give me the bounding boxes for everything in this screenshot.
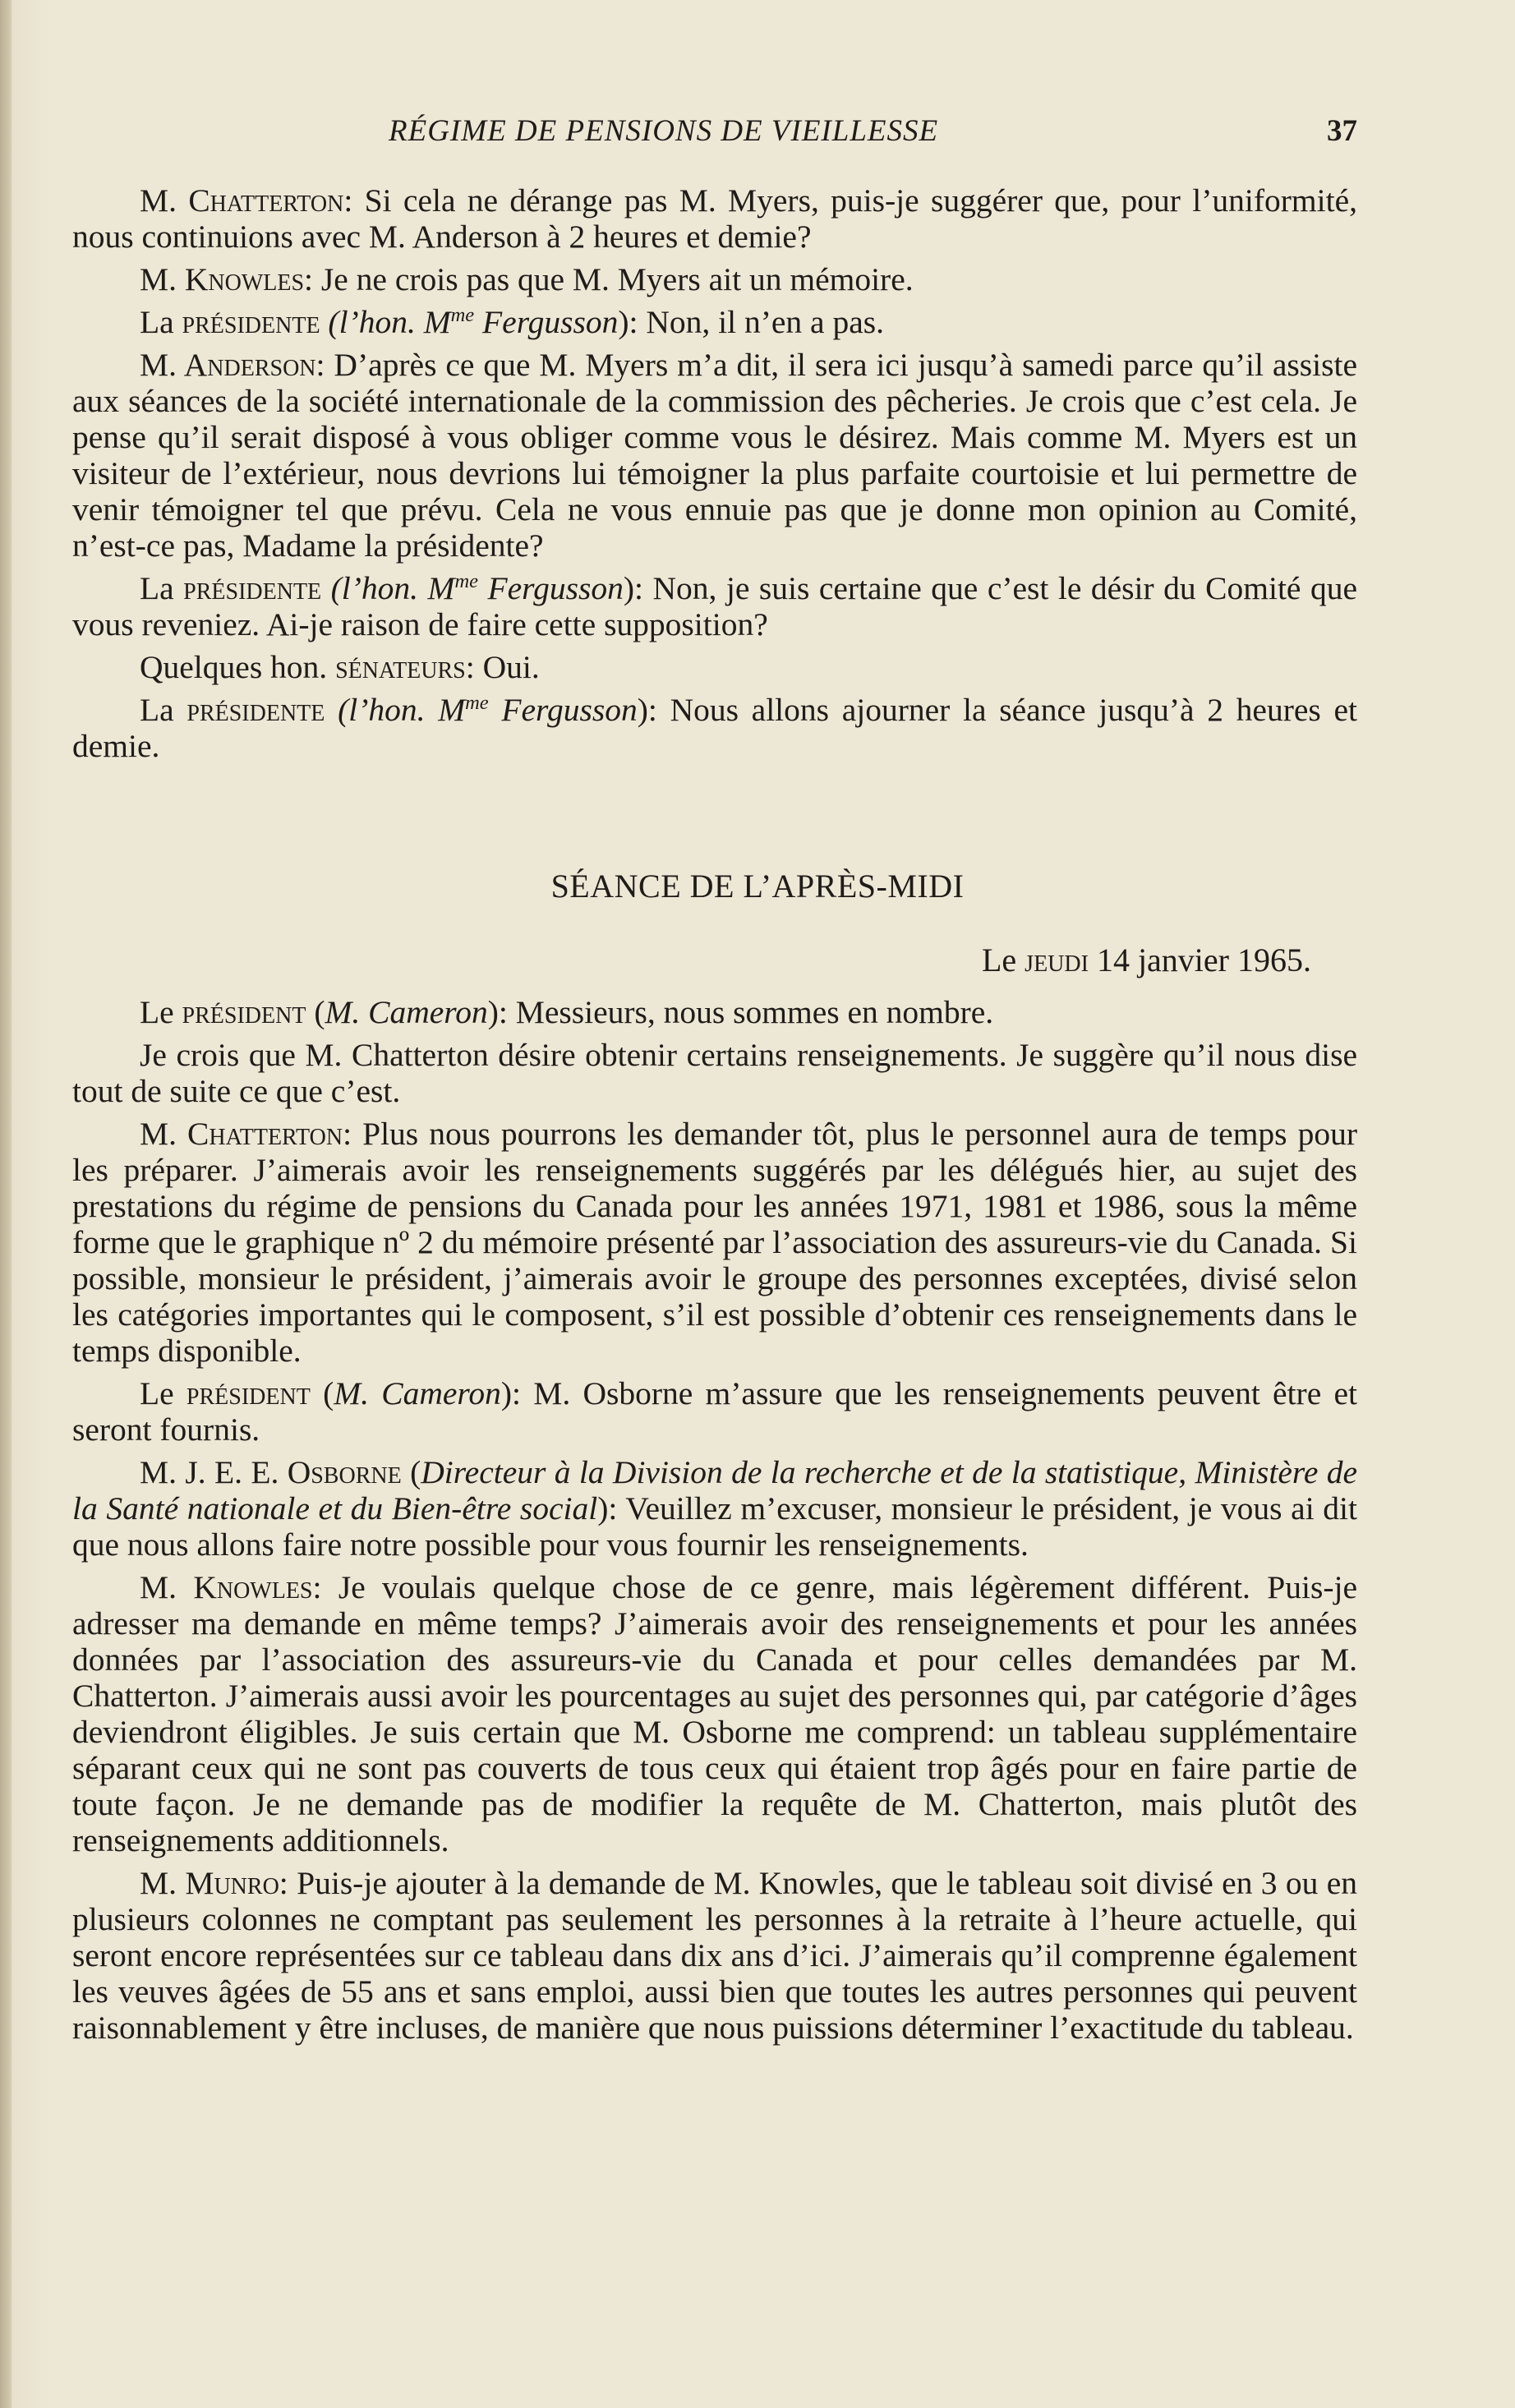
speaker-paren: ( [401,1454,421,1490]
speaker-surname: Fergusson [488,692,638,728]
speech-text: Oui. [474,649,540,685]
speaker-paren-close: ): [618,304,647,340]
paragraph-presidente-2 [72,570,1357,642]
paragraph-senateurs [72,649,1357,685]
speaker-paren: (l’hon. M [320,304,451,340]
speaker-paren: ( [306,994,325,1030]
speaker-article: Le [140,994,182,1030]
afternoon-session-text [72,994,1357,2052]
paragraph-munro [72,1865,1357,2046]
speech-text: Je ne crois pas que M. Myers ait un mémoire. [313,261,914,297]
speaker-role: présidente [183,570,322,606]
speaker-name: M. Chatterton: [140,182,353,219]
speaker-article: La [140,304,182,340]
speech-text: Non, je suis certaine que c’est le désir du Comité que vous reveniez. Ai-je raison de faire cette supposition? [72,570,1357,642]
speaker-article: La [140,692,187,728]
running-title: RÉGIME DE PENSIONS DE VIEILLESSE [389,114,939,148]
speech-text: Si cela ne dérange pas M. Myers, puis-je suggérer que, pour l’uniformité, nous continuions avec M. Anderson à 2 heures et demie? [72,182,1357,255]
speaker-paren: (l’hon. M [321,570,455,606]
paragraph-chatterton-2 [72,1116,1357,1369]
paragraph-anderson-1 [72,347,1357,564]
speaker-paren-close: ): [637,692,670,728]
speaker-article: La [140,570,184,606]
paragraph-president-continued [72,1037,1357,1109]
dateline-le: Le [981,942,1025,978]
paragraph-chatterton-1 [72,182,1357,255]
speaker-role: président [186,1375,311,1411]
paragraph-presidente-1 [72,304,1357,340]
speaker-name: M. Anderson: [140,347,325,383]
speaker-paren-close: ): [500,1375,534,1411]
paragraph-osborne [72,1454,1357,1563]
speaker-role: présidente [186,692,325,728]
speech-text: Plus nous pourrons les demander tôt, plus le personnel aura de temps pour les préparer. J’aimerais avoir les renseignements suggérés par les délégués hier, au sujet des prestations du régime de pensions du Canada pour les années 1971, 1981 et 1986, sous la même forme que le graphique nº 2 du mémoire présenté par l’association des assureurs-vie du Canada. Si possible, monsieur le président, j’aimerais avoir le groupe des personnes exceptées, divisé selon les catégories importantes qui le composent, s’il est possible d’obtenir ces renseignements dans le temps disponible. [72,1116,1358,1369]
speaker-role: président [182,994,306,1030]
speaker-surname: Fergusson [478,570,624,606]
speaker-paren: (l’hon. M [325,692,466,728]
page-number: 37 [1327,114,1357,148]
speech-text: D’après ce que M. Myers m’a dit, il sera ici jusqu’à samedi parce qu’il assiste aux séances de la société internationale de la commission des pêcheries. Je crois que c’est cela. Je pense qu’il serait disposé à vous obliger comme vous le désirez. Mais comme M. Myers est un visiteur de l’extérieur, nous devrions lui témoigner la plus parfaite courtoisie et lui permettre de venir témoigner tel que prévu. Cela ne vous ennuie pas que je donne mon opinion au Comité, n’est-ce pas, Madame la présidente? [72,347,1357,564]
speaker-name: M. J. E. E. Osborne [140,1454,402,1490]
speaker-prefix: Quelques hon. [140,649,336,685]
paragraph-president-2 [72,1375,1357,1448]
paragraph-president-1 [72,994,1357,1030]
superscript: me [450,303,475,326]
paragraph-presidente-3 [72,692,1357,764]
morning-session-text [72,182,1357,771]
speaker-surname: M. Cameron [325,994,488,1030]
speaker-name: M. Chatterton: [140,1116,352,1152]
speaker-role: sénateurs: [335,649,475,685]
page-spine-edge [0,0,12,2408]
speaker-affiliation: Directeur à la Division de la recherche et de la statistique, Ministère de la Santé nationale et du Bien-être social [72,1454,1358,1526]
speaker-name: M. Knowles: [140,1569,322,1605]
speech-text: M. Osborne m’assure que les renseignements peuvent être et seront fournis. [72,1375,1357,1448]
speaker-name: M. Munro: [140,1865,288,1901]
speaker-paren-close: ): [597,1490,626,1526]
speech-text: Veuillez m’excuser, monsieur le président, je vous ai dit que nous allons faire notre possible pour vous fournir les renseignements. [72,1490,1357,1563]
speaker-surname: M. Cameron [334,1375,501,1411]
paragraph-knowles-1 [72,261,1357,297]
dateline-date: 14 janvier 1965. [1088,942,1311,978]
paragraph-knowles-2 [72,1569,1357,1858]
speaker-name: M. Knowles: [140,261,314,297]
speech-text: Non, il n’en a pas. [646,304,884,340]
speaker-paren: ( [310,1375,334,1411]
superscript: me [465,691,489,714]
dateline-day: jeudi [1025,942,1089,978]
speech-text: Messieurs, nous sommes en nombre. [515,994,994,1030]
speaker-surname: Fergusson [474,304,619,340]
speech-text: Je voulais quelque chose de ce genre, mais légèrement différent. Puis-je adresser ma demande en même temps? J’aimerais avoir des renseignements et pour les années données par l’association des assureurs-vie du Canada et pour celles demandées par M. Chatterton. J’aimerais aussi avoir les pourcentages au sujet des personnes qui, par catégorie d’âges deviendront éligibles. Je suis certain que M. Osborne me comprend: un tableau supplémentaire séparant ceux qui ne sont pas couverts de tous ceux qui étaient trop âgés pour en faire partie de toute façon. Je ne demande pas de modifier la requête de M. Chatterton, mais plutôt des renseignements additionnels. [72,1569,1357,1858]
speech-text: Nous allons ajourner la séance jusqu’à 2 heures et demie. [72,692,1357,764]
speaker-role: présidente [182,304,320,340]
speech-text: Je crois que M. Chatterton désire obtenir certains renseignements. Je suggère qu’il nous dise tout de suite ce que c’est. [72,1037,1357,1109]
section-title: SÉANCE DE L’APRÈS-MIDI [550,868,965,905]
speech-text: Puis-je ajouter à la demande de M. Knowles, que le tableau soit divisé en 3 ou en plusieurs colonnes ne comptant pas seulement les personnes à la retraite à l’heure actuelle, qui seront encore représentées sur ce tableau dans dix ans d’ici. J’aimerais qu’il comprenne également les veuves âgées de 55 ans et sans emploi, aussi bien que toutes les autres personnes qui peuvent raisonnablement y être incluses, de manière que nous puissions déterminer l’exactitude du tableau. [72,1865,1357,2046]
speaker-paren-close: ): [623,570,653,606]
dateline [982,941,1311,979]
speaker-paren-close: ): [487,994,516,1030]
speaker-article: Le [140,1375,186,1411]
page-header [72,113,1357,154]
superscript: me [454,569,479,592]
